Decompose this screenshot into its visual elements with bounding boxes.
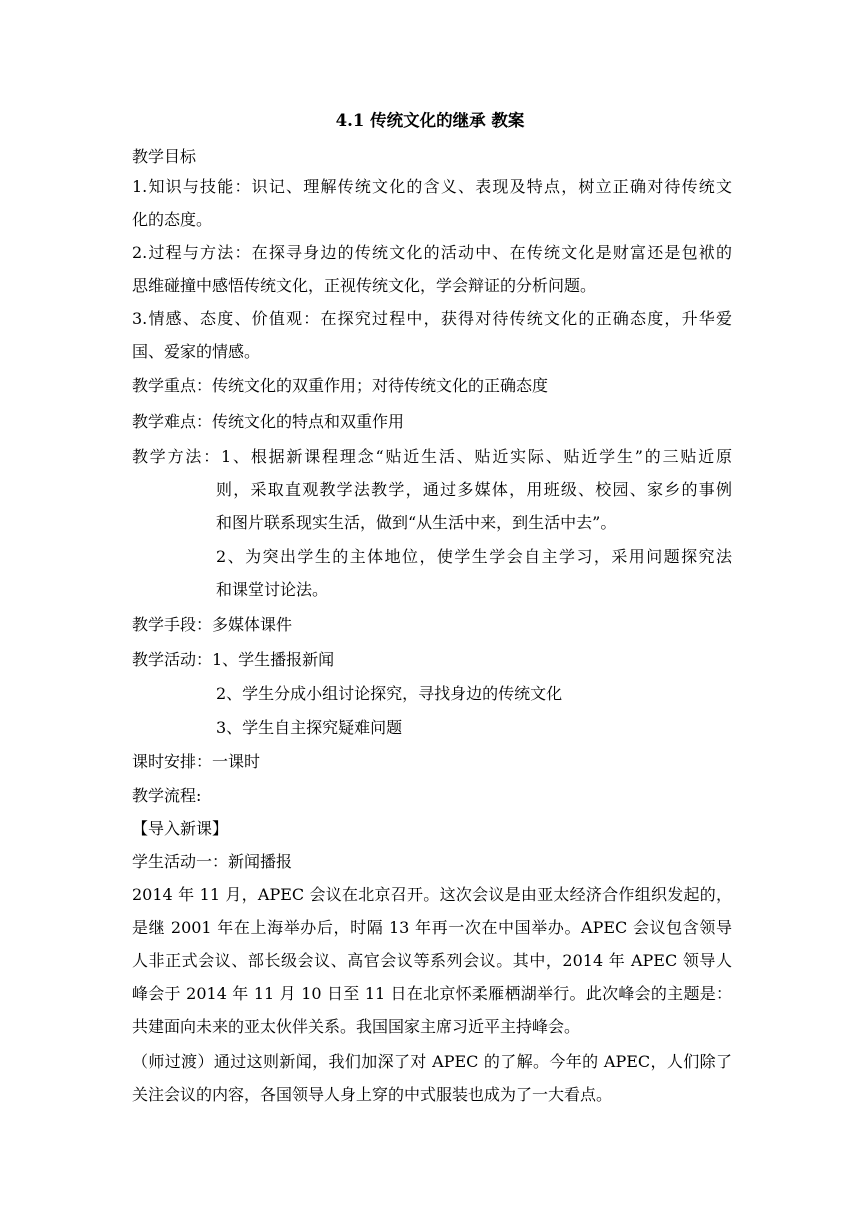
methods-line-5: 和课堂讨论法。 (216, 580, 329, 599)
news-line-5: 共建面向未来的亚太伙伴关系。我国国家主席习近平主持峰会。 (132, 1017, 581, 1036)
key-points: 教学重点：传统文化的双重作用；对待传统文化的正确态度 (132, 376, 549, 395)
methods-line-4: 2、为突出学生的主体地位，使学生学会自主学习，采用问题探究法 (216, 547, 732, 566)
schedule: 课时安排：一课时 (132, 752, 261, 771)
transition-line-2: 关注会议的内容，各国领导人身上穿的中式服装也成为了一大看点。 (132, 1085, 613, 1104)
objective-1-line-2: 化的态度。 (132, 210, 213, 229)
transition-line-1: （师过渡）通过这则新闻，我们加深了对 APEC 的了解。今年的 APEC，人们除了 (132, 1052, 732, 1071)
intro-heading: 【导入新课】 (132, 819, 229, 838)
objective-2-line-2: 思维碰撞中感悟传统文化，正视传统文化，学会辩证的分析问题。 (132, 276, 597, 295)
activities-line-2: 2、学生分成小组讨论探究，寻找身边的传统文化 (216, 684, 563, 703)
objective-1-line-1: 1.知识与技能：识记、理解传统文化的含义、表现及特点，树立正确对待传统文 (132, 177, 732, 196)
teaching-means: 教学手段：多媒体课件 (132, 615, 293, 634)
objective-2-line-1: 2.过程与方法：在探寻身边的传统文化的活动中、在传统文化是财富还是包袱的 (132, 243, 732, 262)
methods-line-1: 教学方法：1、根据新课程理念“贴近生活、贴近实际、贴近学生”的三贴近原 (132, 447, 732, 466)
objectives-heading: 教学目标 (132, 147, 197, 166)
news-line-3: 人非正式会议、部长级会议、高官会议等系列会议。其中，2014 年 APEC 领导人 (132, 951, 732, 970)
activities-line-1: 教学活动：1、学生播报新闻 (132, 650, 335, 669)
methods-line-3: 和图片联系现实生活，做到“从生活中来，到生活中去”。 (216, 513, 617, 532)
activity-1-heading: 学生活动一：新闻播报 (132, 852, 293, 871)
difficulties: 教学难点：传统文化的特点和双重作用 (132, 412, 405, 431)
objective-3-line-1: 3.情感、态度、价值观：在探究过程中，获得对待传统文化的正确态度，升华爱 (132, 309, 732, 328)
news-line-2: 是继 2001 年在上海举办后，时隔 13 年再一次在中国举办。APEC 会议包含领导 (132, 918, 732, 937)
methods-line-2: 则，采取直观教学法教学，通过多媒体，用班级、校园、家乡的事例 (216, 480, 732, 499)
objective-3-line-2: 国、爱家的情感。 (132, 342, 261, 361)
news-line-4: 峰会于 2014 年 11 月 10 日至 11 日在北京怀柔雁栖湖举行。此次峰会的主题是： (132, 984, 732, 1003)
news-line-1: 2014 年 11 月，APEC 会议在北京召开。这次会议是由亚太经济合作组织发起的， (132, 885, 732, 904)
process-heading: 教学流程: (132, 786, 202, 805)
activities-line-3: 3、学生自主探究疑难问题 (216, 718, 403, 737)
document-title: 4.1 传统文化的继承 教案 (335, 111, 525, 130)
